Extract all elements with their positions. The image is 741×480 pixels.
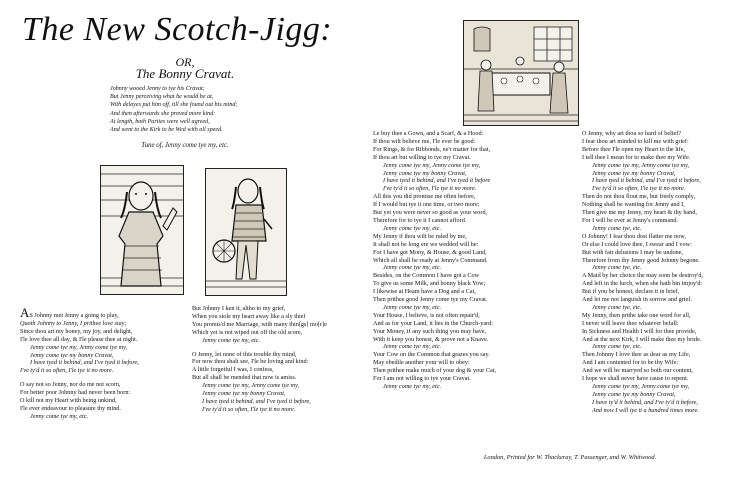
verse-line: In Sickness and Health I will for thee provide,	[582, 327, 697, 335]
verse-column-3	[373, 130, 496, 391]
chorus-line: I have tyed it behind, and I've tyed it before,	[202, 397, 311, 405]
verse-line: Which all shall be ready at Jenny's Command.	[373, 256, 488, 264]
woodcut-woman	[100, 165, 184, 295]
verse-line: O say not so Jenny, nor do me not scorn,	[20, 381, 121, 389]
chorus-line: Jenny come tye, etc.	[592, 303, 642, 311]
verse-line: Your House, I believe, is not often repair'd,	[373, 311, 480, 319]
verse-line: It shall not be long ere we wedded will be:	[373, 240, 479, 248]
chorus-line: And now I will tye it a hundred times more.	[592, 406, 699, 414]
verse-line: For I will be ever at Jenny's command.	[582, 216, 678, 224]
chorus-line: I've ty'd it so often, I'le tye it no more.	[592, 185, 686, 193]
man-figure-icon	[206, 169, 286, 295]
verse-line: O Johnny! I fear thou dost flatter me now,	[582, 232, 686, 240]
woodcut-man	[205, 168, 287, 296]
verse-line: With it keep you honest, & prove not a Knave.	[373, 335, 489, 343]
chorus-line: I have tyed it behind, and I've tyed it before	[383, 177, 491, 185]
verse-line: Therefore for to tye it I cannot afford.	[373, 216, 467, 224]
verse-line: I'le love thee all day, & I'le please thee at night.	[20, 335, 138, 343]
chorus-line: Jenny come tye my, Jenny come tye my,	[592, 161, 690, 169]
chorus-line: Jenny come tye, etc.	[592, 264, 642, 272]
argument-block	[110, 85, 370, 134]
verse-line: Then do not thou flout me, but freely comply,	[582, 193, 696, 201]
argument-line: But Jenny perceiving what he would be at,	[110, 94, 214, 101]
argument-line: Johnny wooed Jenny to tye his Cravat;	[110, 86, 205, 92]
verse-line: But Johnny I ken it, altho to my grief,	[192, 305, 286, 312]
chorus-line: I have tyed it behind, and I've tyed it before,	[592, 177, 701, 185]
verse-line: I likewise at Heam have a Dog and a Cat,	[373, 288, 476, 296]
verse-line: If thou wilt believe me, I'le ever be good:	[373, 137, 476, 145]
verse-line: Le buy thee a Gown, and a Scarf, & a Hood:	[373, 130, 484, 137]
verse-line: Your Cow on the Common that grazes you say.	[373, 351, 490, 359]
verse-line: For now thou shalt see, I'le be loving and kind:	[192, 358, 309, 366]
argument-line: With delayes put him off, till she found out his mind;	[110, 102, 238, 109]
argument-line: At length, both Parties were well agreed,	[110, 118, 210, 125]
verse-line: For better poor Johnny had never been born:	[20, 389, 131, 397]
chorus-line: I have ty'd it behind, and I've ty'd it before,	[592, 398, 698, 406]
chorus-line: Jenny come tye my bonny Cravat,	[30, 351, 114, 359]
verse-line: For I am not willing to tye your Cravat.	[373, 375, 471, 383]
verse-line: To give us some Milk, and bonny black Yow;	[373, 280, 486, 288]
chorus-line: Jenny come tye my, etc.	[383, 264, 442, 272]
chorus-line: Jenny come tye my bonny Cravat,	[592, 169, 676, 177]
verse-line: Quoth Johnny to Jenny, I prithee love stay;	[20, 319, 127, 327]
verse-line: But yet you were never so good as your word,	[373, 209, 488, 217]
chorus-line: Jenny come tye my, Jenny come tye my,	[30, 343, 128, 351]
verse-line: All this you did promise me often before,	[373, 193, 476, 201]
verse-line: O kill not my Heart with being unkind,	[20, 397, 117, 405]
chorus-line: Jenny come tye my, etc.	[202, 336, 261, 344]
verse-line: AS Johnny met Jenny a going to play,	[20, 305, 119, 320]
chorus-line: I've ty'd it so often, I'le tye it no more.	[202, 405, 296, 413]
verse-line: Which yet is not wiped out off the old score,	[192, 328, 303, 336]
chorus-line: I've ty'd it so often, I'le tye it no more.	[20, 367, 114, 375]
chorus-line: Jenny come tye my bonny Cravat,	[383, 169, 467, 177]
or-line: OR,	[175, 55, 195, 69]
verse-line: And we will be marryed so both our content,	[582, 367, 693, 375]
chorus-line: I have tyed it behind, and I've tyed it before,	[30, 359, 139, 367]
chorus-line: Jenny come tye my, Jenny come tye my,	[592, 383, 690, 390]
chorus-line: Jenny come tye my, etc.	[383, 303, 442, 311]
chorus-line: Jenny come tye my, Jenny come tye my,	[383, 161, 481, 169]
verse-column-4	[582, 130, 703, 415]
verse-line: Then give me my Jenny, my heart & thy hand,	[582, 209, 697, 217]
verse-line: I tell thee I mean for to make thee my Wife.	[582, 153, 691, 161]
verse-line: Nothing shall be wanting for Jenny and I,	[582, 201, 685, 209]
verse-line: And let me not languish in sorrow and grief.	[582, 296, 692, 304]
chorus-line: I've ty'd it so often, I'le tye it no more.	[383, 185, 477, 193]
woman-figure-icon	[101, 166, 183, 294]
verse-line: I'le ever endeavour to pleasure thy mind.	[20, 404, 121, 412]
verse-line: Then prithee good Jenny come tye my Cravat.	[373, 296, 488, 304]
verse-line: And at the next Kirk, I will make thee my bride.	[582, 335, 702, 343]
verse-line: If I would but tye it one time, or two more;	[373, 201, 480, 209]
verse-line: May ebedile another your will to obey:	[373, 359, 470, 367]
room-scene-icon	[464, 21, 578, 125]
tune-line: Tune of, Jenny come tye my, etc.	[141, 142, 229, 149]
verse-line: And as for your Land, it lies in the Church-yard:	[373, 319, 493, 327]
ballad-subtitle: The Bonny Cravat.	[135, 66, 235, 81]
verse-line: Then Johnny I love thee as dear as my Life,	[582, 351, 691, 359]
chorus-line: Jenny come tye my, Jenny come tye my,	[202, 382, 300, 390]
verse-line: O Jenny, why art thou so hard of belief?	[582, 130, 682, 137]
verse-line: Before thee I'le open my Heart to the life,	[582, 145, 685, 153]
verse-line: And I am contented for to be thy Wife:	[582, 359, 679, 367]
chorus-line: Jenny come tye my, etc.	[383, 343, 442, 351]
argument-line: And went to the Kirk to be Wed with all speed.	[110, 127, 223, 134]
verse-line: Or else I could love thee, I swear and I vow:	[582, 240, 692, 248]
verse-line: Besides, on the Common I have got a Cow	[373, 272, 480, 280]
verse-line: If thou art but willing to tye my Cravat.	[373, 153, 471, 161]
chorus-line: Jenny come tye my, etc.	[383, 383, 442, 390]
argument-line: And then afterwards she proved more kind:	[110, 110, 216, 117]
chorus-line: Jenny come tye my, etc.	[383, 224, 442, 232]
verse-line: But if you be honest, declare it in brief,	[582, 288, 680, 296]
verse-column-2	[192, 305, 327, 414]
chorus-line: Jenny come tye, etc.	[592, 224, 642, 232]
chorus-line: Jenny come tye, etc.	[592, 343, 642, 351]
verse-line: A Maid by her choice the may soon be destroy'd,	[582, 272, 704, 280]
verse-line: You promis'd me Marriage, with many thin[gs] mo[r]e	[192, 320, 327, 328]
verse-line: My Jenny if thou wilt be ruled by me,	[373, 232, 467, 240]
verse-line: For Rings, & for Ribbonds, ne'r matter for that,	[373, 145, 491, 153]
woodcut-room-scene	[463, 20, 579, 126]
verse-line: But all shall be mended that now is amiss.	[192, 374, 297, 382]
verse-line: Therefore from thy Jenny good Johnny begone.	[582, 256, 700, 264]
verse-line: Since thou art my honey, my joy, and delight,	[20, 327, 133, 335]
verse-line: A little forgetful I was, I confess,	[192, 366, 274, 374]
verse-line: I never will leave thee whatever befall:	[582, 319, 679, 327]
verse-line: Then prithee make much of your dog & your Cat,	[373, 367, 497, 375]
verse-line: I fear thou art minded to kill me with grief:	[582, 137, 689, 145]
ballad-title: The New Scotch-Jigg:	[22, 11, 333, 48]
verse-line: For I have got Mony, & House, & good Land,	[373, 248, 487, 256]
verse-line: And left in the lurch, when she hath bin imjoy'd:	[582, 280, 703, 288]
verse-column-1	[20, 305, 139, 421]
chorus-line: Jenny come tye my, etc.	[30, 412, 89, 420]
printer-imprint: London, Printed for W. Thackeray, T. Passenger, and W. Whitwood.	[483, 454, 657, 461]
verse-line: I hope we shall never have cause to repent.	[582, 375, 689, 383]
verse-line: My Jenny, then prithe take one word for all,	[582, 311, 691, 319]
verse-line: When you stole my heart away like a sly thief	[192, 312, 306, 320]
verse-line: O Jenny, let none of this trouble thy mind,	[192, 350, 297, 358]
verse-line: Your Money, if any such thing you may have,	[373, 327, 487, 335]
chorus-line: Jenny come tye my bonny Cravat,	[202, 390, 286, 398]
verse-line: But with fair delusions I may be undone,	[582, 248, 684, 256]
chorus-line: Jenny come tye my bonny Cravat,	[592, 390, 676, 398]
